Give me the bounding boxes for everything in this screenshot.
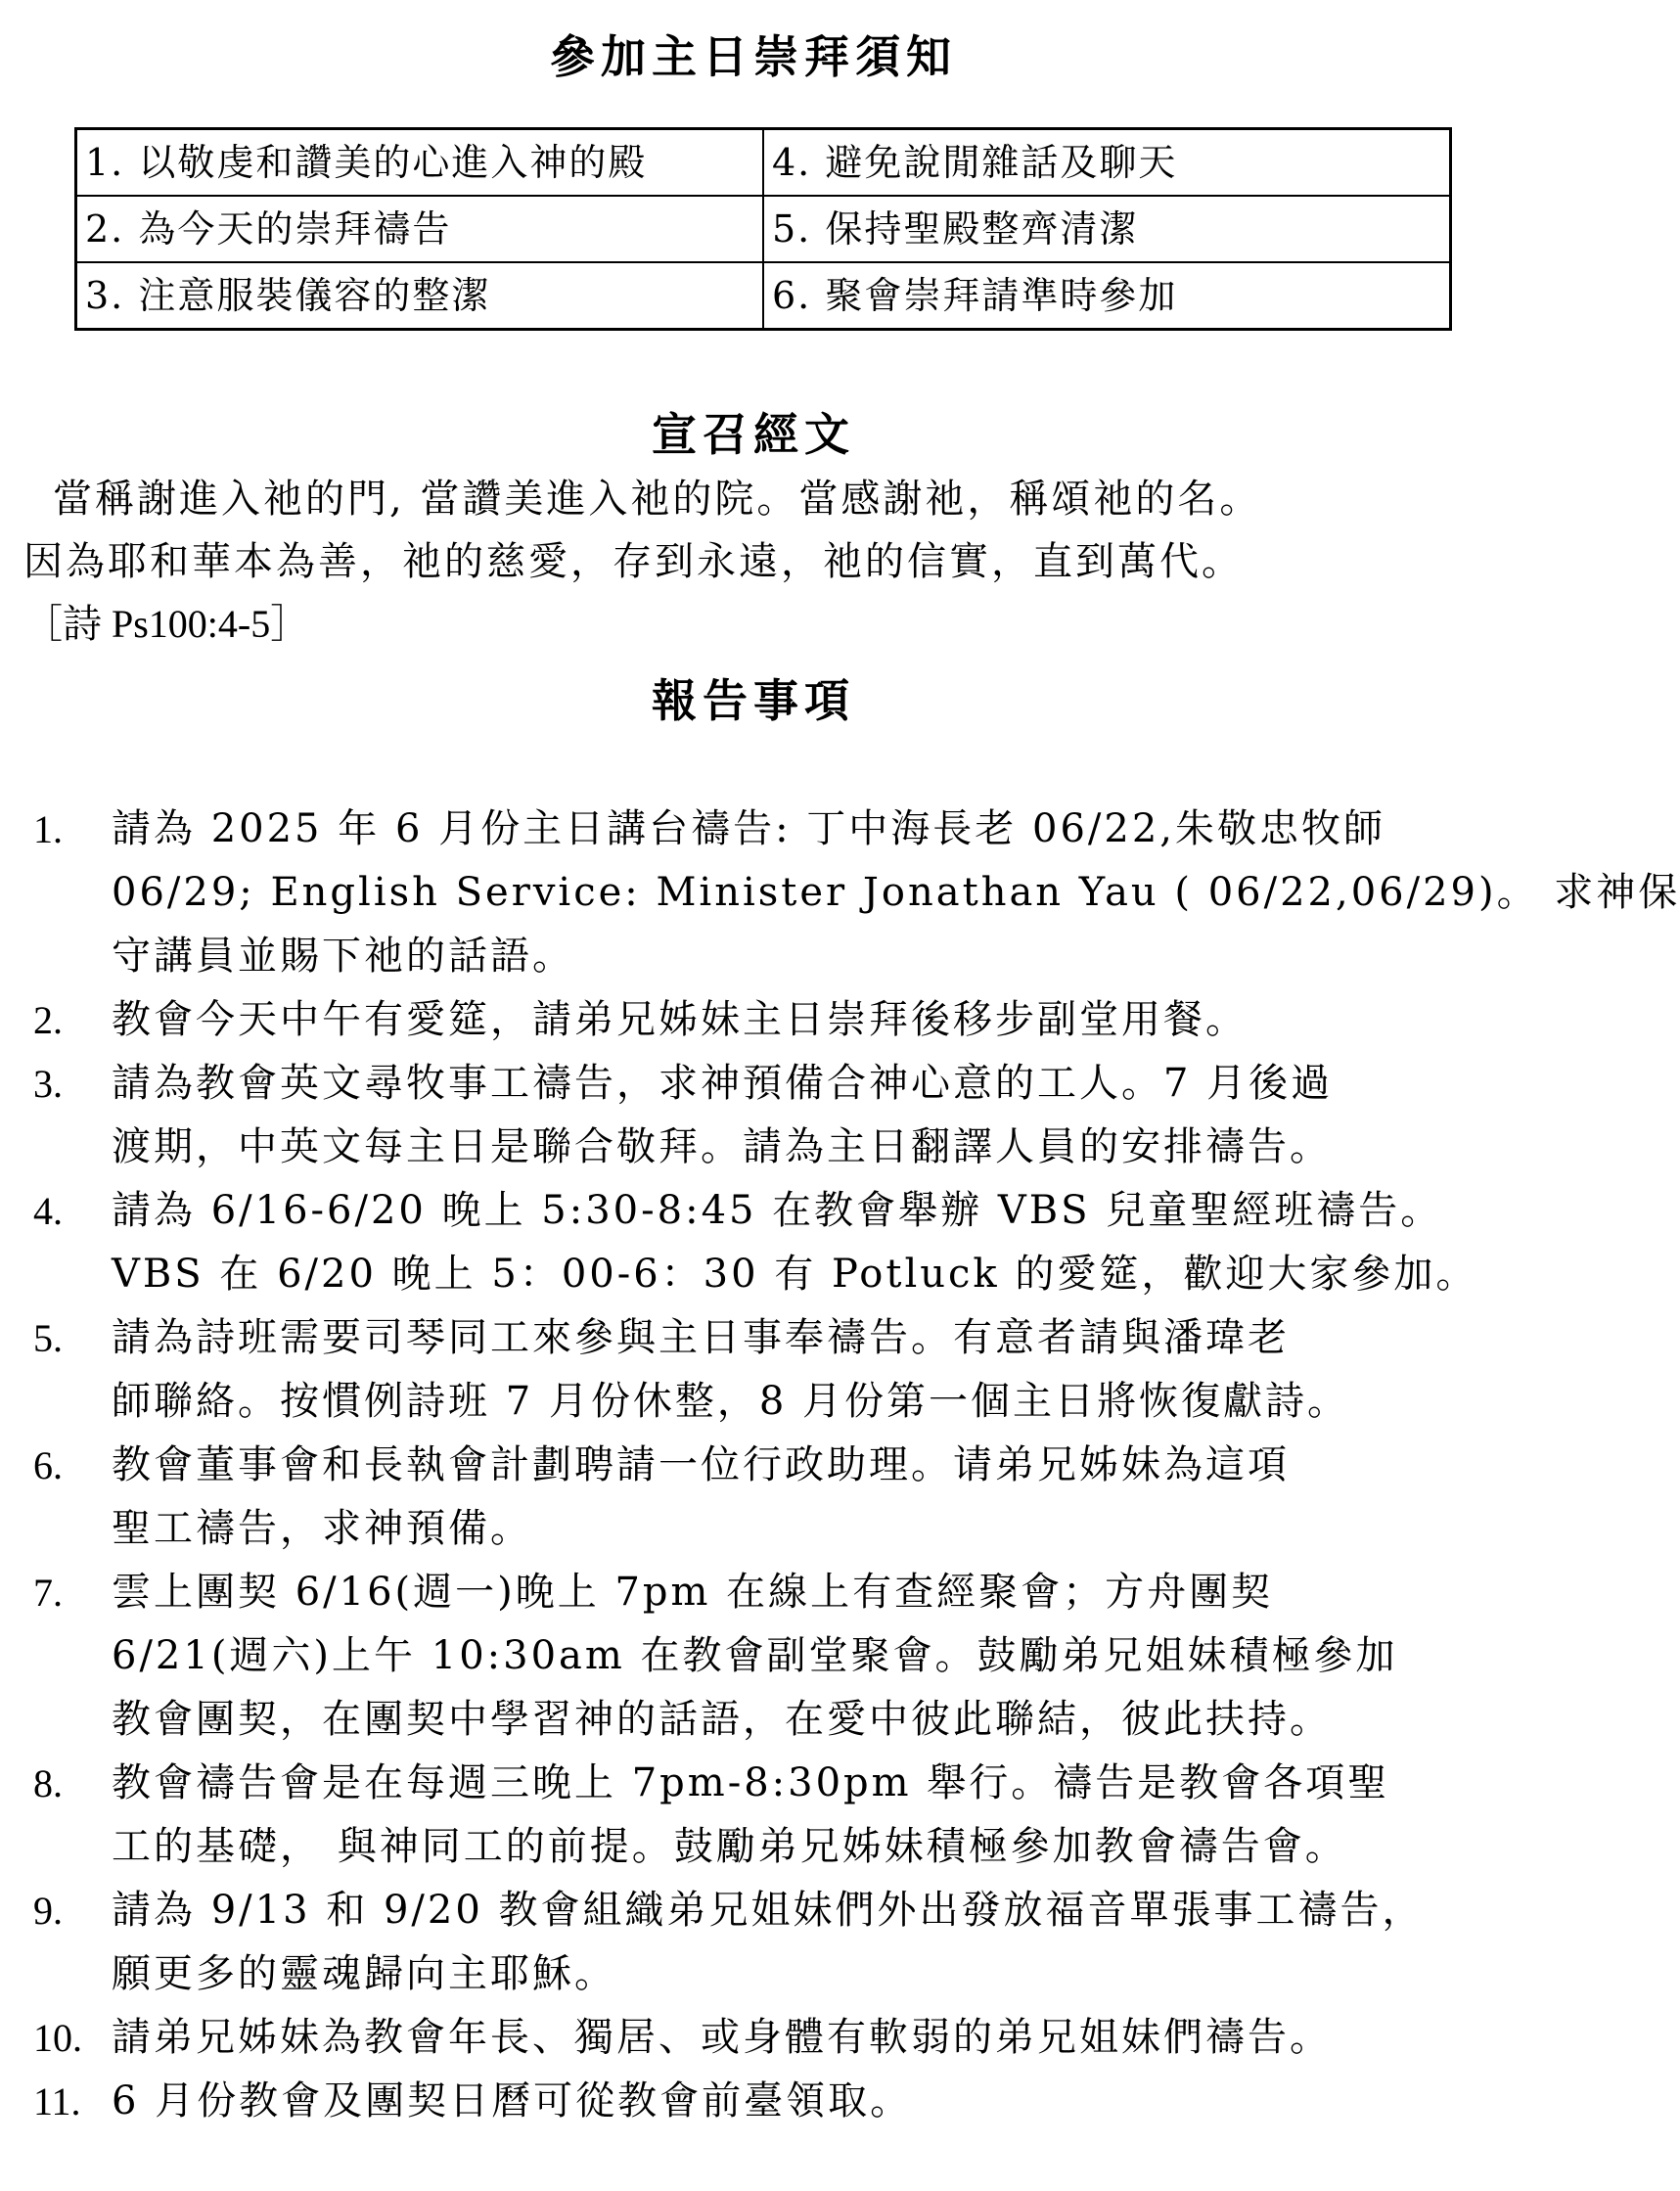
item-line: 師聯絡。按慣例詩班 7 月份休整，8 月份第一個主日將恢復獻詩。: [112, 1379, 1350, 1424]
item-line: 工的基礎， 與神同工的前提。鼓勵弟兄姊妹積極參加教會禱告會。: [112, 1824, 1347, 1869]
item-line: 請為教會英文尋牧事工禱告，求神預備合神心意的工人。7 月後過: [112, 1061, 1334, 1106]
list-item: [33, 1306, 1462, 1434]
item-line: 請為 9/13 和 9/20 教會組織弟兄姐妹們外出發放福音單張事工禱告，: [112, 1888, 1425, 1933]
rule-cell: 4. 避免說閒雜話及聊天: [763, 129, 1451, 197]
item-line: 願更多的靈魂歸向主耶穌。: [112, 1951, 616, 1996]
item-line: 6/21(週六)上午 10:30am 在教會副堂聚會。鼓勵弟兄姐妹積極參加: [112, 1633, 1398, 1678]
item-line: 雲上團契 6/16(週一)晚上 7pm 在線上有查經聚會；方舟團契: [112, 1570, 1274, 1615]
list-item: [33, 2006, 1462, 2070]
list-item: [33, 1179, 1478, 1306]
item-number: 8.: [33, 1761, 63, 1805]
item-line: 教會禱告會是在每週三晚上 7pm-8:30pm 舉行。禱告是教會各項聖: [112, 1760, 1390, 1805]
table-row: [76, 129, 1451, 197]
item-number: 6.: [33, 1443, 63, 1487]
item-line: 6 月份教會及團契日曆可從教會前臺領取。: [112, 2078, 913, 2123]
scripture-reference: ［詩 Ps100:4-5］: [23, 602, 310, 646]
item-line: 教會董事會和長執會計劃聘請一位行政助理。请弟兄姊妹為這項: [112, 1442, 1290, 1487]
rule-cell: 2. 為今天的崇拜禱告: [76, 196, 764, 262]
list-item: [33, 988, 1462, 1052]
item-line: 06/29; English Service: Minister Jonathan Yau ( 06/22,06/29)。 求神保: [112, 870, 1680, 915]
scripture-passage: [23, 468, 1491, 656]
item-line: 請為 2025 年 6 月份主日講台禱告: 丁中海長老 06/22,朱敬忠牧師: [112, 806, 1385, 851]
item-number: 2.: [33, 998, 63, 1042]
announcement-list: [33, 798, 1680, 2133]
list-item: [33, 2070, 1462, 2133]
item-number: 9.: [33, 1889, 63, 1933]
item-line: 渡期，中英文每主日是聯合敬拜。請為主日翻譯人員的安排禱告。: [112, 1124, 1332, 1169]
item-line: 守講員並賜下祂的話語。: [112, 934, 574, 979]
item-line: 教會今天中午有愛筵，請弟兄姊妹主日崇拜後移步副堂用餐。: [112, 997, 1248, 1042]
item-number: 3.: [33, 1062, 63, 1106]
item-number: 1.: [33, 807, 63, 851]
rule-cell: 5. 保持聖殿整齊清潔: [763, 196, 1451, 262]
rule-cell: 6. 聚會崇拜請準時參加: [763, 262, 1451, 330]
scripture-line: 當稱謝進入祂的門, 當讚美進入祂的院。當感謝祂，稱頌祂的名。: [53, 477, 1262, 522]
item-line: 聖工禱告，求神預備。: [112, 1506, 532, 1551]
item-number: 5.: [33, 1316, 63, 1360]
item-number: 4.: [33, 1189, 63, 1233]
rule-cell: 3. 注意服裝儀容的整潔: [76, 262, 764, 330]
item-line: VBS 在 6/20 晚上 5：00-6：30 有 Potluck 的愛筵，歡迎大家參加。: [112, 1252, 1478, 1297]
item-number: 10.: [33, 2016, 82, 2060]
list-item: [33, 1561, 1462, 1752]
call-to-worship-title: 宣召經文: [652, 408, 855, 461]
item-line: 請為詩班需要司琴同工來參與主日事奉禱告。有意者請與潘瑋老: [112, 1315, 1290, 1360]
list-item: [33, 1752, 1462, 1879]
notice-title: 參加主日崇拜須知: [550, 30, 957, 83]
table-row: [76, 196, 1451, 262]
item-line: 教會團契，在團契中學習神的話語，在愛中彼此聯結，彼此扶持。: [112, 1697, 1332, 1742]
item-line: 請弟兄姊妹為教會年長、獨居、或身體有軟弱的弟兄姐妹們禱告。: [112, 2015, 1332, 2060]
item-number: 7.: [33, 1571, 63, 1615]
list-item: [33, 1434, 1462, 1561]
table-row: [76, 262, 1451, 330]
scripture-line: 因為耶和華本為善，祂的慈愛，存到永遠，祂的信實，直到萬代。: [23, 539, 1244, 584]
list-item: [33, 1052, 1462, 1179]
item-line: 請為 6/16-6/20 晚上 5:30-8:45 在教會舉辦 VBS 兒童聖經班禱告。: [112, 1188, 1443, 1233]
list-item: [33, 1879, 1462, 2006]
rule-cell: 1. 以敬虔和讚美的心進入神的殿: [76, 129, 764, 197]
item-number: 11.: [33, 2079, 81, 2123]
announcements-title: 報告事項: [652, 674, 855, 727]
list-item: [33, 798, 1680, 988]
worship-rules-table: [74, 127, 1452, 331]
